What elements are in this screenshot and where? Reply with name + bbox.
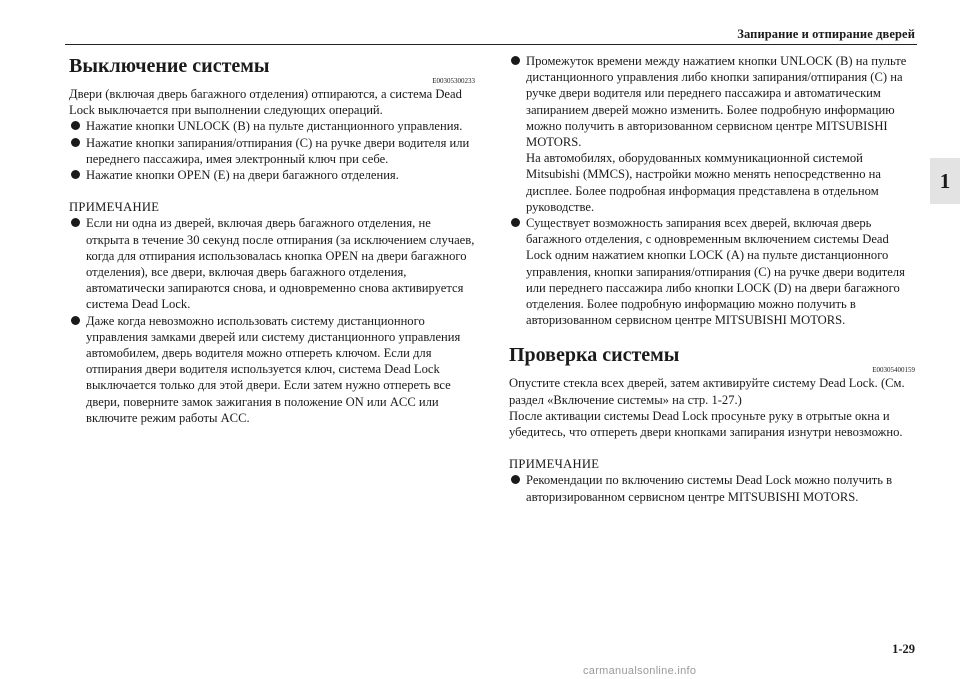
section-code: E00305400159 <box>872 366 915 375</box>
section-code: E00305300233 <box>432 77 475 85</box>
note-label: ПРИМЕЧАНИЕ <box>509 457 600 472</box>
list-item: Даже когда невозможно использовать систему дистанционного управления замками дверей или систему дистанционного управления автомобилем, дверь водителя можно отпереть ключом. Если для отпирания двери водителя используется ключ, система Dead Lock выключается только для этой двери. Если затем нужно отпереть все двери, поверните замок зажигания в положение ON или ACC или включите режим работы ACC. <box>69 313 475 426</box>
list-item: Если ни одна из дверей, включая дверь багажного отделения, не открыта в течение 30 секунд после отпирания (за исключением случаев, когда для отпирания использовалась кнопка OPEN на двери багажного отделения), все двери, включая дверь багажного отделения, автоматически запираются снова, и одновременно снова активируется система Dead Lock. <box>69 215 475 312</box>
running-header: Запирание и отпирание дверей <box>737 27 915 41</box>
notes-list <box>69 215 475 426</box>
chapter-tab: 1 <box>930 158 960 204</box>
list-item: Нажатие кнопки OPEN (E) на двери багажного отделения. <box>69 167 475 183</box>
note-label: ПРИМЕЧАНИЕ <box>69 200 160 215</box>
list-item: Рекомендации по включению системы Dead Lock можно получить в авторизированном сервисном центре MITSUBISHI MOTORS. <box>509 472 915 504</box>
section-title-check: Проверка системы <box>509 344 680 367</box>
page-number: 1-29 <box>892 642 915 656</box>
section-title-disable: Выключение системы <box>69 55 270 77</box>
watermark: carmanualsonline.info <box>583 665 697 677</box>
notes-list-continued <box>509 53 915 328</box>
notes-list <box>509 472 915 504</box>
right-column <box>509 53 915 505</box>
list-item: Существует возможность запирания всех дверей, включая дверь багажного отделения, с одновременным включением системы Dead Lock одним нажатием кнопки LOCK (A) на пульте дистанционного управления, кнопки запирания/отпирания (C) на ручке двери водителя или переднего пассажира либо кнопки LOCK (D) на двери багажного отделения. Более подробную информацию можно получить в авторизованном сервисном центре MITSUBISHI MOTORS. <box>509 215 915 328</box>
left-column <box>69 53 475 426</box>
check-paragraph-1: Опустите стекла всех дверей, затем активируйте систему Dead Lock. (См. раздел «Включение системы» на стр. 1-27.) <box>509 376 905 407</box>
note-extra-text: На автомобилях, оборудованных коммуникационной системой Mitsubishi (MMCS), настройки можно менять непосредственно на дисплее. Более подробная информация представлена в отдельном руководстве. <box>526 151 881 214</box>
intro-paragraph: Двери (включая дверь багажного отделения) отпираются, а система Dead Lock выключается при выполнении следующих операций. <box>69 87 462 118</box>
header-divider <box>65 44 917 45</box>
list-item: Нажатие кнопки UNLOCK (B) на пульте дистанционного управления. <box>69 118 475 134</box>
note-text: Промежуток времени между нажатием кнопки UNLOCK (B) на пульте дистанционного управления либо кнопки запирания/отпирания (C) на ручке двери водителя или переднего пассажира и автоматическим запиранием дверей можно изменить. Более подробную информацию можно получить в авторизованном сервисном центре MITSUBISHI MOTORS. <box>526 54 907 150</box>
check-paragraph-2: После активации системы Dead Lock просуньте руку в отрытые окна и убедитесь, что отпереть двери кнопками запирания изнутри невозможно. <box>509 408 903 440</box>
section-check <box>509 342 915 504</box>
operations-list <box>69 118 475 183</box>
list-item <box>509 53 915 215</box>
list-item: Нажатие кнопки запирания/отпирания (C) на ручке двери водителя или переднего пассажира, имея электронный ключ при себе. <box>69 135 475 167</box>
